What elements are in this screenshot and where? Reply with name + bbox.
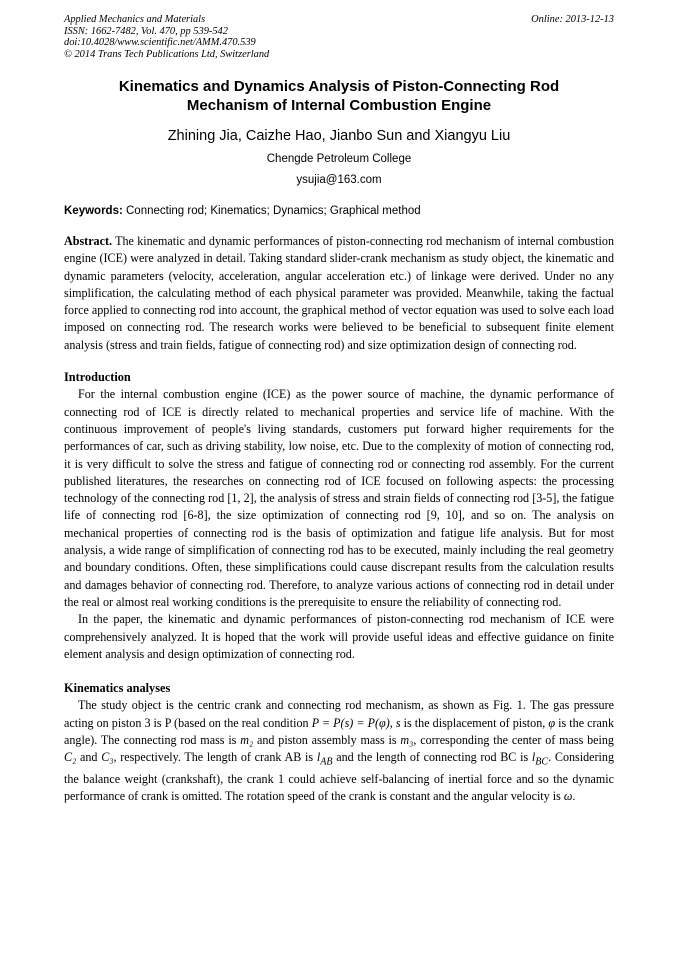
text-run: and piston assembly mass is: [253, 733, 401, 748]
kinematics-paragraph: [64, 697, 614, 805]
symbol-phi: φ: [548, 715, 556, 730]
abstract: [64, 233, 614, 354]
doi-line: doi:10.4028/www.scientific.net/AMM.470.539: [64, 37, 256, 48]
paper-page: [64, 14, 614, 806]
intro-paragraph-2: In the paper, the kinematic and dynamic performances of piston-connecting rod mechanism of ICE were comprehensively analyzed. It is hoped that the work will provide useful ideas and effective guidance on finite element analysis and design optimization of connecting rod.: [64, 612, 614, 661]
online-date: Online: 2013-12-13: [531, 14, 614, 25]
affiliation: Chengde Petroleum College: [266, 153, 412, 165]
text-run: .: [572, 789, 576, 804]
symbol-omega: ω: [563, 789, 573, 804]
symbol-s: s: [395, 715, 401, 730]
equation-pressure: P = P(s) = P(φ): [311, 715, 390, 730]
abstract-label: Abstract.: [64, 234, 113, 248]
abstract-text: The kinematic and dynamic performances of piston-connecting rod mechanism of internal combustion engine (ICE) were analyzed in detail. Taking standard slider-crank mechanism as study object, the kinematic and dynamic parameters (velocity, acceleration, angular acceleration etc.) of linkage were derived. Under no any simplification, the calculating method of each physical parameter was provided. Meanwhile, taking the factual force applied to connecting rod into account, the graphical method of vector equation was used to solve each load imposed on connecting rod. The research works were believed to be beneficial to subsequent finite element analysis (stress and train fields, fatigue of connecting rod) and size optimization design of connecting rod.: [64, 234, 615, 352]
section-heading-kinematics: Kinematics analyses: [64, 681, 171, 696]
subscript-ab: AB: [320, 756, 333, 768]
text-run: is the crank angle). The connecting rod mass is: [64, 715, 615, 748]
symbol-c2: C₂: [64, 750, 77, 765]
intro-paragraph-1: For the internal combustion engine (ICE) as the power source of machine, the dynamic performance of connecting rod of ICE is directly related to mechanical properties and service life of machine. With the continuous improvement of people's living standards, customers put forward higher requirements for the performances of car, such as driving stability, low noise, etc. Due to the complexity of motion of connecting rod, it is very difficult to solve the stress and fatigue of connecting rod or connecting rod assembly. For the current published literatures, the researches on connecting rod of ICE focused on following aspects: the processing technology of the connecting rod [1, 2], the analysis of stress and strain fields of connecting rod [3-5], the fatigue life of connecting rod [6-8], the size optimization of connecting rod [9, 10], and so on. The analysis on mechanical properties of connecting rod is the basis of optimization and fatigue life analysis. But for most analysis, a wide range of simplification of connecting rod has to be executed, mainly including the real geometry and boundary conditions. Often, these simplifications could cause discrepant results from the calculation results and damages behavior of connecting rod. Therefore, to analyze various actions of connecting rod in detail under the real or almost real working conditions is the prerequisite to ensure the reliability of connecting rod.: [64, 387, 614, 609]
symbol-l: l: [316, 750, 321, 765]
text-run: , respectively. The length of crank AB is: [113, 750, 317, 765]
symbol-m3: m₃: [400, 733, 414, 748]
symbol-c3: C₃: [101, 750, 114, 765]
paper-title: [64, 77, 614, 115]
section-heading-introduction: Introduction: [64, 370, 131, 385]
text-run: is the displacement of piston,: [400, 715, 549, 730]
text-run: The study object is the centric crank and connecting rod mechanism, as shown as Fig. 1. The gas pressure acting on piston 3 is P (based on the real condition: [64, 698, 614, 730]
symbol-lab: [316, 750, 333, 768]
journal-header: [64, 14, 614, 60]
text-run: and: [76, 750, 102, 765]
keywords: [64, 204, 614, 218]
journal-name: Applied Mechanics and Materials: [64, 14, 206, 25]
author-email: ysujia@163.com: [296, 174, 382, 186]
keywords-text: Connecting rod; Kinematics; Dynamics; Graphical method: [126, 205, 421, 217]
symbol-m2: m₂: [240, 733, 254, 748]
symbol-l: l: [531, 750, 536, 765]
keywords-label: Keywords:: [64, 205, 123, 217]
text-run: . Considering the balance weight (crankshaft), the crank 1 could achieve self-balancing of inertial force and so the dynamic performance of crank is omitted. The rotation speed of the crank is constant and the angular velocity is: [64, 750, 615, 804]
symbol-lbc: [531, 750, 549, 768]
author-list: Zhining Jia, Caizhe Hao, Jianbo Sun and Xiangyu Liu: [167, 128, 511, 144]
subscript-bc: BC: [535, 756, 549, 768]
text-run: and the length of connecting rod BC is: [332, 750, 532, 765]
issn-line: ISSN: 1662-7482, Vol. 470, pp 539-542: [64, 25, 228, 37]
copyright-line: © 2014 Trans Tech Publications Ltd, Switzerland: [64, 48, 270, 60]
text-run: , corresponding the center of mass being: [413, 733, 614, 748]
title-line-1: Kinematics and Dynamics Analysis of Piston-Connecting Rod: [118, 78, 560, 95]
title-line-2: Mechanism of Internal Combustion Engine: [186, 97, 492, 114]
text-run: ,: [389, 715, 396, 730]
